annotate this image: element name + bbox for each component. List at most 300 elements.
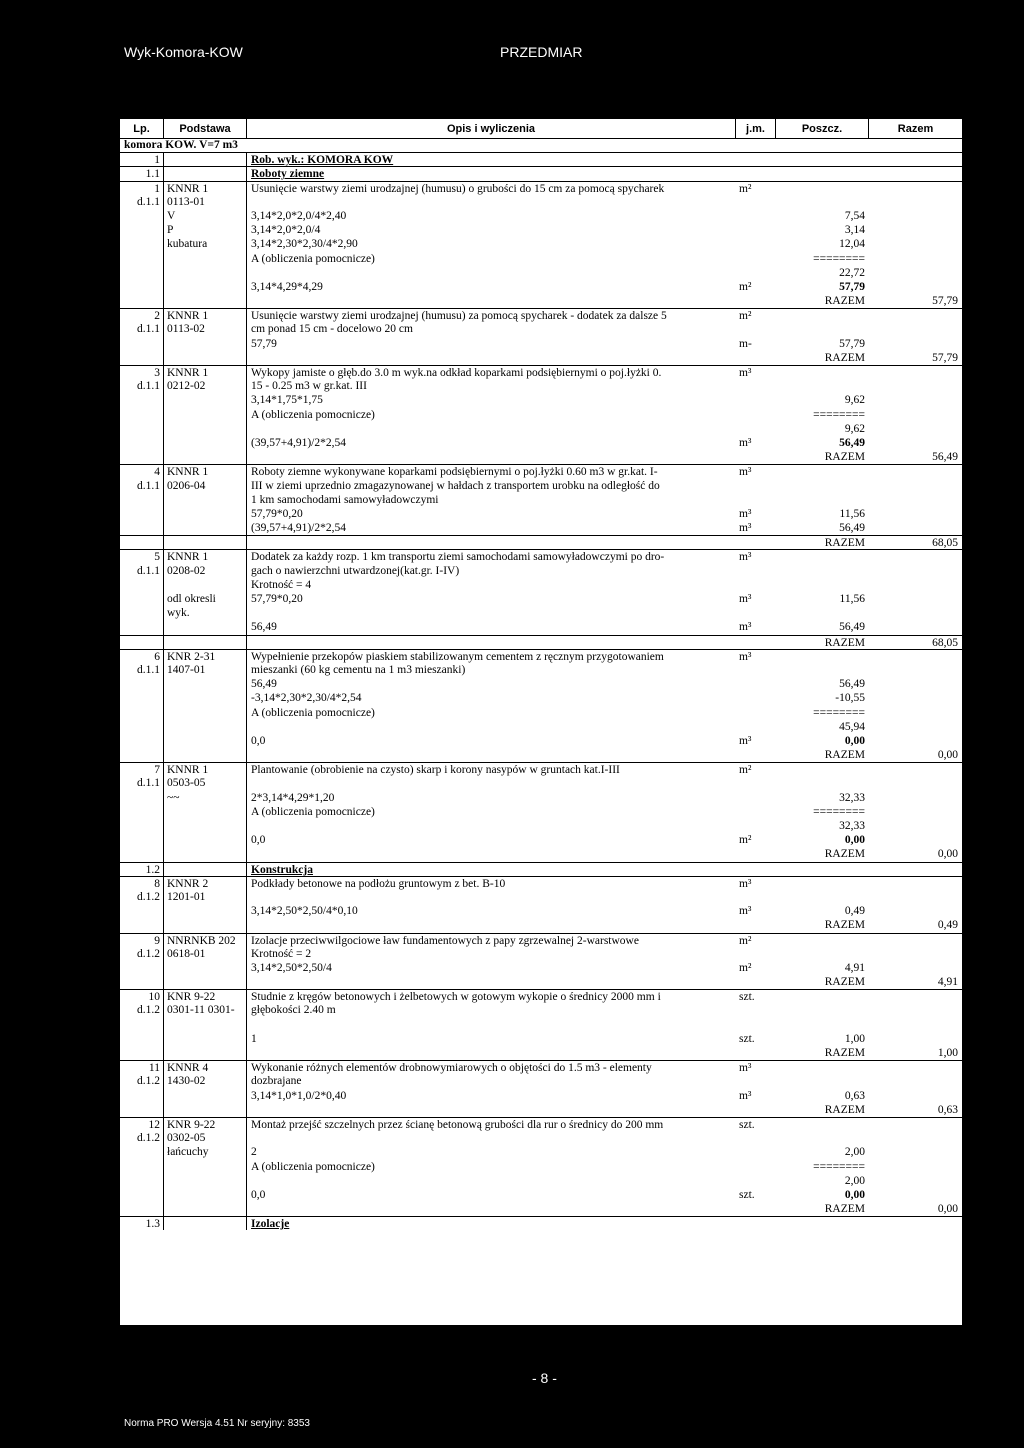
document-header-title: PRZEDMIAR xyxy=(500,44,583,60)
cell-razem xyxy=(869,904,962,918)
cell-poszcz xyxy=(776,493,869,507)
cell-poszcz: RAZEM xyxy=(824,919,865,932)
cell-lp xyxy=(120,393,164,407)
cell-jm xyxy=(736,578,776,592)
cell-jm xyxy=(736,606,776,620)
cell-lp: d.1.2 xyxy=(120,1131,164,1145)
cell-opis xyxy=(247,1046,736,1060)
cell-jm xyxy=(736,422,776,436)
cell-razem xyxy=(869,677,962,691)
cell-razem xyxy=(869,720,962,734)
cell-opis xyxy=(247,1174,736,1188)
cell-poszcz xyxy=(776,1074,869,1088)
table-row xyxy=(120,365,962,379)
cell-opis xyxy=(247,748,736,762)
cell-podstawa: KNNR 1 xyxy=(164,366,247,379)
cell-razem xyxy=(869,1018,962,1032)
cell-razem xyxy=(869,366,962,379)
table-row xyxy=(120,237,962,251)
cell-razem xyxy=(869,606,962,620)
cell-opis: -3,14*2,30*2,30/4*2,54 xyxy=(251,692,362,705)
cell-opis: Podkłady betonowe na podłożu gruntowym z bet. B-10 xyxy=(251,877,506,890)
cell-razem xyxy=(869,167,962,180)
cell-razem xyxy=(869,507,962,521)
cell-podstawa xyxy=(164,748,247,762)
cell-opis xyxy=(247,918,736,932)
cell-opis: Plantowanie (obrobienie na czysto) skarp i korony nasypów w gruntach kat.I-III xyxy=(251,764,620,777)
cell-jm xyxy=(736,266,776,280)
cell-lp xyxy=(120,1018,164,1032)
cell-razem xyxy=(869,620,962,634)
cell-poszcz: 9,62 xyxy=(844,422,865,435)
cell-lp xyxy=(120,266,164,280)
cell-lp xyxy=(120,351,164,365)
cell-jm: m³ xyxy=(739,1062,752,1075)
cell-lp: 8 xyxy=(120,877,164,890)
cell-podstawa: 0208-02 xyxy=(164,564,247,578)
cell-poszcz xyxy=(776,1018,869,1032)
cell-poszcz: 7,54 xyxy=(844,209,865,222)
cell-jm xyxy=(736,776,776,790)
cell-lp xyxy=(120,294,164,308)
table-row xyxy=(120,1145,962,1159)
cell-poszcz xyxy=(776,309,869,322)
cell-podstawa xyxy=(164,1174,247,1188)
cell-opis: Konstrukcja xyxy=(251,863,313,876)
cell-opis xyxy=(247,975,736,989)
cell-poszcz xyxy=(776,465,869,478)
cell-lp: 1 xyxy=(120,182,164,195)
cell-jm xyxy=(736,748,776,762)
cell-jm xyxy=(736,237,776,251)
table-row xyxy=(120,337,962,351)
cell-jm xyxy=(736,536,776,549)
table-row xyxy=(120,549,962,563)
cell-razem xyxy=(869,422,962,436)
cell-lp xyxy=(120,592,164,606)
cell-poszcz: RAZEM xyxy=(824,749,865,762)
table-row xyxy=(120,620,962,634)
cell-jm xyxy=(736,1018,776,1032)
table-row xyxy=(120,535,962,549)
cell-jm: m² xyxy=(739,834,752,847)
cell-lp xyxy=(120,280,164,294)
cell-lp xyxy=(120,748,164,762)
cell-poszcz: -10,55 xyxy=(835,692,865,705)
cell-opis xyxy=(247,606,736,620)
cell-podstawa: KNNR 1 xyxy=(164,309,247,322)
table-row xyxy=(120,209,962,223)
cell-poszcz: RAZEM xyxy=(824,1103,865,1116)
cell-jm xyxy=(736,1160,776,1174)
col-opis: Opis i wyliczenia xyxy=(247,119,736,138)
cell-jm xyxy=(736,479,776,493)
cell-jm xyxy=(736,379,776,393)
cell-jm xyxy=(736,1046,776,1060)
cell-poszcz: 9,62 xyxy=(844,394,865,407)
cell-razem xyxy=(869,1003,962,1017)
cell-jm: szt. xyxy=(739,1032,755,1045)
cell-lp: 1 xyxy=(120,153,164,166)
cell-lp xyxy=(120,493,164,507)
table-row xyxy=(120,635,962,649)
cell-lp xyxy=(120,961,164,975)
cell-lp xyxy=(120,337,164,351)
cell-razem xyxy=(869,1174,962,1188)
cell-opis: A (obliczenia pomocnicze) xyxy=(251,252,375,265)
cell-razem xyxy=(869,791,962,805)
table-row xyxy=(120,493,962,507)
cell-opis: Studnie z kręgów betonowych i żelbetowych w gotowym wykopie o średnicy 2000 mm i xyxy=(251,991,661,1004)
cell-razem xyxy=(869,734,962,748)
cell-opis: cm ponad 15 cm - docelowo 20 cm xyxy=(251,323,413,336)
cell-opis: 56,49 xyxy=(251,678,277,691)
cell-podstawa xyxy=(164,153,247,166)
cell-podstawa: 1201-01 xyxy=(164,890,247,904)
cell-lp: 6 xyxy=(120,650,164,663)
cell-poszcz xyxy=(776,1217,869,1230)
cell-lp xyxy=(120,620,164,634)
cell-poszcz: ======== xyxy=(813,1160,865,1173)
cell-podstawa xyxy=(164,691,247,705)
cell-razem xyxy=(869,182,962,195)
cell-jm xyxy=(736,663,776,677)
cell-lp xyxy=(120,1160,164,1174)
cell-podstawa xyxy=(164,393,247,407)
cell-lp xyxy=(120,450,164,464)
cell-opis: 2*3,14*4,29*1,20 xyxy=(251,791,335,804)
table-row xyxy=(120,308,962,322)
cell-opis: mieszanki (60 kg cementu na 1 m3 mieszanki) xyxy=(251,663,466,676)
cell-razem: 1,00 xyxy=(937,1047,958,1059)
cell-lp: 9 xyxy=(120,934,164,947)
table-row xyxy=(120,564,962,578)
cell-poszcz xyxy=(776,564,869,578)
cell-razem xyxy=(869,153,962,166)
cell-poszcz: RAZEM xyxy=(824,351,865,364)
cell-jm xyxy=(736,252,776,266)
cell-razem: 0,00 xyxy=(937,1203,958,1216)
cell-poszcz xyxy=(776,366,869,379)
cell-podstawa xyxy=(164,167,247,180)
cell-podstawa xyxy=(164,337,247,351)
cell-opis: Izolacje xyxy=(251,1218,290,1231)
cell-jm: m² xyxy=(739,934,752,947)
table-row xyxy=(120,933,962,947)
cell-podstawa: kubatura xyxy=(164,237,247,251)
cell-lp xyxy=(120,847,164,861)
table-row xyxy=(120,720,962,734)
cell-podstawa: KNNR 1 xyxy=(164,182,247,195)
cell-poszcz: 56,49 xyxy=(839,621,865,634)
cell-poszcz xyxy=(776,182,869,195)
table-row xyxy=(120,195,962,209)
cell-podstawa xyxy=(164,1089,247,1103)
cell-razem xyxy=(869,877,962,890)
cell-lp xyxy=(120,706,164,720)
cell-jm xyxy=(736,691,776,705)
table-row xyxy=(120,734,962,748)
cell-poszcz xyxy=(776,479,869,493)
cell-podstawa xyxy=(164,1202,247,1216)
cell-opis xyxy=(247,890,736,904)
cell-razem xyxy=(869,521,962,535)
cell-poszcz xyxy=(776,1131,869,1145)
cell-opis: 3,14*1,75*1,75 xyxy=(251,394,323,407)
cell-lp xyxy=(120,422,164,436)
table-row xyxy=(120,393,962,407)
cell-razem xyxy=(869,309,962,322)
cell-jm: m³ xyxy=(739,734,752,747)
cell-opis: Dodatek za każdy rozp. 1 km transportu ziemi samochodami samowyładowczymi po dro- xyxy=(251,551,665,564)
table-row xyxy=(120,890,962,904)
cell-podstawa xyxy=(164,706,247,720)
cell-poszcz xyxy=(776,606,869,620)
cell-lp xyxy=(120,805,164,819)
cell-jm xyxy=(736,1131,776,1145)
table-row xyxy=(120,947,962,961)
cell-lp: d.1.2 xyxy=(120,890,164,904)
table-row xyxy=(120,833,962,847)
table-row xyxy=(120,918,962,932)
cell-lp xyxy=(120,720,164,734)
cell-opis: 0,0 xyxy=(251,1188,266,1201)
cell-podstawa xyxy=(164,493,247,507)
cell-razem xyxy=(869,1032,962,1046)
cell-opis: głębokości 2.40 m xyxy=(251,1004,336,1017)
cell-jm xyxy=(736,791,776,805)
table-row xyxy=(120,464,962,478)
cell-podstawa xyxy=(164,863,247,876)
cell-poszcz xyxy=(776,322,869,336)
cell-poszcz xyxy=(776,578,869,592)
table-row xyxy=(120,1202,962,1216)
cell-razem xyxy=(869,252,962,266)
cell-opis: Wykopy jamiste o głęb.do 3.0 m wyk.na odkład koparkami podsiębiernymi o poj.łyżki 0. xyxy=(251,367,662,379)
cell-poszcz: 2,00 xyxy=(844,1174,865,1187)
cell-lp: 11 xyxy=(120,1061,164,1074)
col-jm: j.m. xyxy=(736,119,776,138)
section-title: komora KOW. V=7 m3 xyxy=(124,139,238,151)
cell-lp: d.1.1 xyxy=(120,564,164,578)
cell-razem xyxy=(869,223,962,237)
table-row xyxy=(120,322,962,336)
cell-jm: m² xyxy=(739,280,752,293)
table-row xyxy=(120,691,962,705)
cell-podstawa: P xyxy=(164,223,247,237)
cell-opis xyxy=(247,636,736,649)
cell-poszcz: 0,63 xyxy=(844,1089,865,1102)
table-row xyxy=(120,1074,962,1088)
cell-podstawa xyxy=(164,620,247,634)
cell-poszcz: 0,49 xyxy=(844,905,865,918)
cell-poszcz xyxy=(776,877,869,890)
cell-lp xyxy=(120,223,164,237)
cell-jm: m³ xyxy=(739,650,752,663)
cell-opis: 56,49 xyxy=(251,621,277,634)
cell-podstawa xyxy=(164,1160,247,1174)
cell-poszcz: ======== xyxy=(813,706,865,719)
cell-razem xyxy=(869,1188,962,1202)
cell-lp: 10 xyxy=(120,990,164,1003)
cell-podstawa: odl okresli xyxy=(164,592,247,606)
cell-lp: d.1.2 xyxy=(120,947,164,961)
table-row xyxy=(120,422,962,436)
cell-lp xyxy=(120,691,164,705)
cell-podstawa xyxy=(164,252,247,266)
table-row xyxy=(120,1117,962,1131)
cell-poszcz xyxy=(776,663,869,677)
cell-podstawa: KNR 9-22 xyxy=(164,990,247,1003)
cell-podstawa xyxy=(164,536,247,549)
cell-lp xyxy=(120,252,164,266)
cell-lp xyxy=(120,1145,164,1159)
cell-poszcz xyxy=(776,1061,869,1074)
cell-razem: 0,00 xyxy=(937,848,958,861)
cell-poszcz: RAZEM xyxy=(824,848,865,861)
cell-podstawa xyxy=(164,819,247,833)
table-row xyxy=(120,1174,962,1188)
cell-podstawa: KNR 2-31 xyxy=(164,650,247,663)
cell-razem xyxy=(869,706,962,720)
table-row xyxy=(120,1089,962,1103)
cell-razem: 68,05 xyxy=(932,537,958,550)
cell-lp: 1.3 xyxy=(120,1217,164,1230)
cell-jm xyxy=(736,153,776,166)
cell-lp xyxy=(120,918,164,932)
cell-jm xyxy=(736,294,776,308)
cell-jm xyxy=(736,564,776,578)
cell-podstawa: KNNR 1 xyxy=(164,550,247,563)
cell-jm xyxy=(736,223,776,237)
cell-jm xyxy=(736,847,776,861)
cell-opis: A (obliczenia pomocnicze) xyxy=(251,706,375,719)
cell-podstawa xyxy=(164,1188,247,1202)
table-row xyxy=(120,762,962,776)
cell-lp: d.1.2 xyxy=(120,1074,164,1088)
table-row xyxy=(120,507,962,521)
cell-poszcz: 0,00 xyxy=(844,834,865,847)
table-row xyxy=(120,479,962,493)
cell-poszcz: 3,14 xyxy=(844,224,865,237)
table-row xyxy=(120,663,962,677)
cell-poszcz: ======== xyxy=(813,805,865,818)
cell-razem xyxy=(869,805,962,819)
cell-opis: 57,79*0,20 xyxy=(251,507,303,520)
cell-jm: m³ xyxy=(739,522,752,535)
cell-poszcz xyxy=(776,890,869,904)
cell-jm: m³ xyxy=(739,367,752,379)
cell-opis: Krotność = 4 xyxy=(251,578,312,591)
cell-poszcz: ======== xyxy=(813,408,865,421)
cell-podstawa: 0113-02 xyxy=(164,322,247,336)
cell-opis: 3,14*2,30*2,30/4*2,90 xyxy=(251,238,358,251)
cell-lp: 4 xyxy=(120,465,164,478)
cell-lp xyxy=(120,975,164,989)
cell-jm xyxy=(736,450,776,464)
cell-podstawa: 1430-02 xyxy=(164,1074,247,1088)
cell-jm: m³ xyxy=(739,621,752,634)
cell-opis: 3,14*2,50*2,50/4*0,10 xyxy=(251,905,358,918)
cell-jm: m- xyxy=(739,337,752,350)
cell-podstawa xyxy=(164,280,247,294)
cell-razem xyxy=(869,578,962,592)
cell-jm: m² xyxy=(739,182,752,195)
cell-jm xyxy=(736,805,776,819)
cell-poszcz xyxy=(776,776,869,790)
table-row xyxy=(120,266,962,280)
cell-razem: 0,63 xyxy=(937,1103,958,1116)
cell-opis: 3,14*2,0*2,0/4 xyxy=(251,224,321,237)
cell-jm xyxy=(736,322,776,336)
cell-poszcz xyxy=(776,1118,869,1131)
cell-razem xyxy=(869,1160,962,1174)
cell-podstawa: 0302-05 xyxy=(164,1131,247,1145)
cell-poszcz xyxy=(776,550,869,563)
cell-razem xyxy=(869,1074,962,1088)
table-header xyxy=(120,119,962,139)
table-row xyxy=(120,379,962,393)
cell-opis xyxy=(247,351,736,365)
cell-poszcz xyxy=(776,934,869,947)
cell-opis: A (obliczenia pomocnicze) xyxy=(251,805,375,818)
table-row xyxy=(120,252,962,266)
table-row xyxy=(120,280,962,294)
table-row xyxy=(120,1018,962,1032)
cell-opis xyxy=(247,294,736,308)
cell-podstawa: 0301-11 0301- xyxy=(164,1003,247,1017)
cell-poszcz: 22,72 xyxy=(839,266,865,279)
cell-poszcz: RAZEM xyxy=(824,295,865,308)
cell-razem xyxy=(869,961,962,975)
cell-podstawa xyxy=(164,805,247,819)
cell-podstawa: NNRNKB 202 xyxy=(164,934,247,947)
cell-opis xyxy=(247,422,736,436)
cell-lp xyxy=(120,819,164,833)
cell-podstawa: V xyxy=(164,209,247,223)
cell-opis: A (obliczenia pomocnicze) xyxy=(251,408,375,421)
cell-poszcz xyxy=(776,167,869,180)
cell-razem xyxy=(869,1061,962,1074)
cell-razem: 0,00 xyxy=(937,749,958,762)
cell-poszcz xyxy=(776,153,869,166)
table-row xyxy=(120,152,962,166)
table-row xyxy=(120,862,962,876)
cell-opis: 57,79*0,20 xyxy=(251,593,303,605)
cell-jm xyxy=(736,408,776,422)
table-row xyxy=(120,805,962,819)
cell-lp: 1.2 xyxy=(120,863,164,876)
cell-lp xyxy=(120,436,164,450)
table-row xyxy=(120,436,962,450)
cell-opis xyxy=(247,1131,736,1145)
table-row xyxy=(120,166,962,180)
cell-razem xyxy=(869,763,962,776)
cell-poszcz: 56,49 xyxy=(839,678,865,691)
cell-poszcz: 4,91 xyxy=(844,961,865,974)
cell-razem xyxy=(869,890,962,904)
cell-jm: szt. xyxy=(739,1188,755,1201)
cell-podstawa xyxy=(164,521,247,535)
table-row xyxy=(120,408,962,422)
cell-opis: 3,14*4,29*4,29 xyxy=(251,280,323,293)
cell-opis: 1 km samochodami samowyładowczymi xyxy=(251,493,439,506)
cell-jm: m³ xyxy=(739,436,752,449)
cell-razem xyxy=(869,947,962,961)
cell-opis: 3,14*2,0*2,0/4*2,40 xyxy=(251,209,347,222)
cell-lp xyxy=(120,1202,164,1216)
cell-podstawa: łańcuchy xyxy=(164,1145,247,1159)
